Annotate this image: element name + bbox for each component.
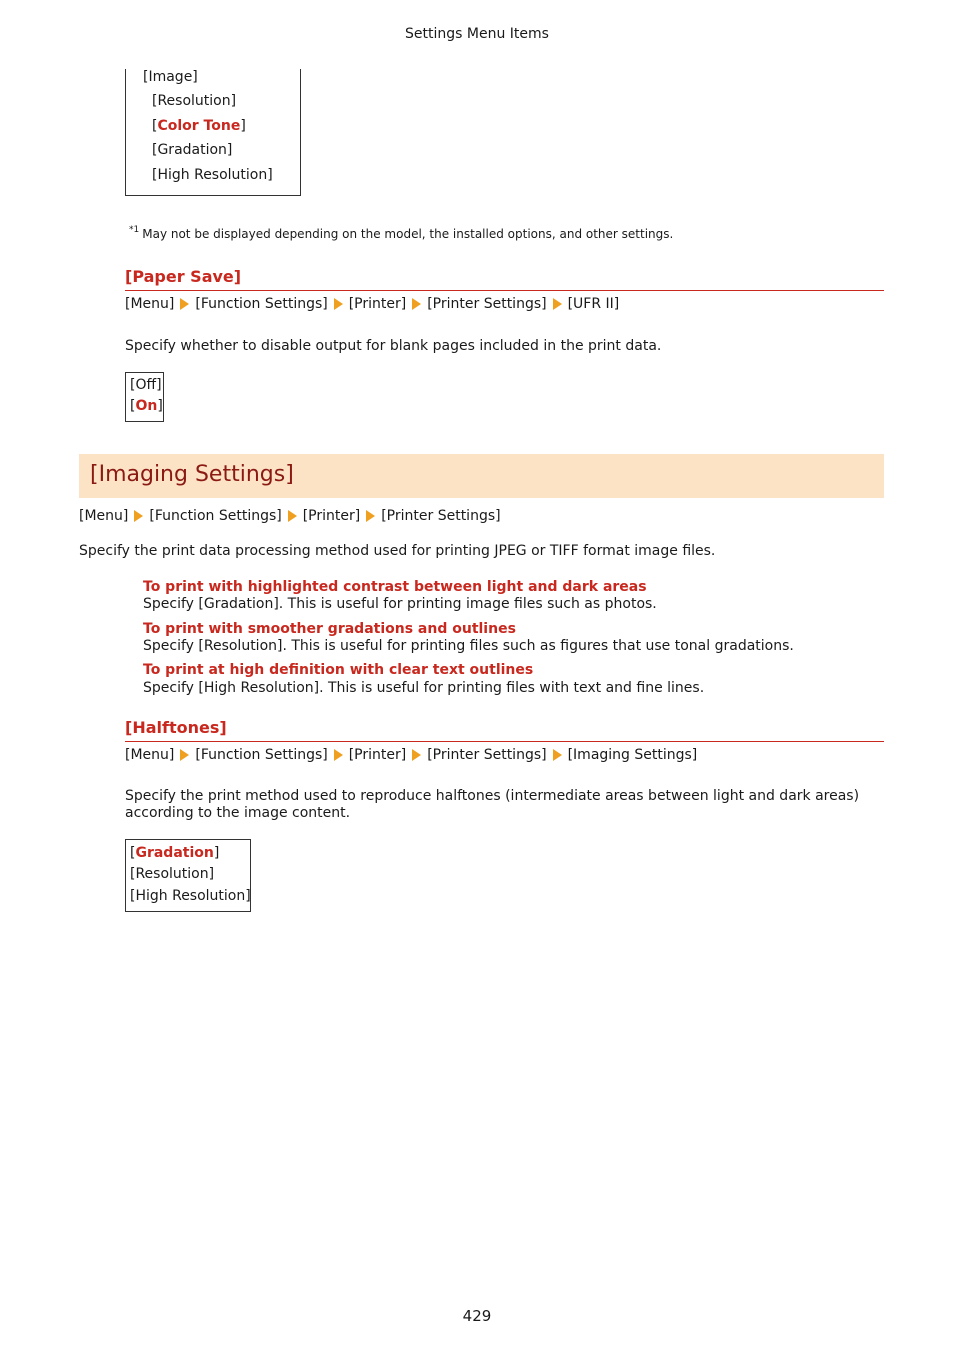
- crumb-arrow-icon: [180, 298, 189, 310]
- paper-save-heading: [Paper Save]: [125, 267, 242, 286]
- tree-item-resolution: [Resolution]: [152, 93, 237, 109]
- tree-item-high-resolution: [High Resolution]: [152, 167, 273, 183]
- tip-body: Specify [Gradation]. This is useful for printing image files such as photos.: [143, 596, 657, 612]
- paper-save-breadcrumb: [125, 296, 619, 312]
- crumb-ufr-ii: [UFR II]: [567, 296, 620, 312]
- tree-item-image: [Image]: [143, 69, 198, 85]
- option-gradation: [Gradation]: [130, 845, 220, 861]
- crumb-printer: [Printer]: [348, 296, 407, 312]
- halftones-description-line2: according to the image content.: [125, 805, 351, 821]
- tip-heading: To print with smoother gradations and outlines: [143, 621, 516, 637]
- footnote-text: May not be displayed depending on the model, the installed options, and other settings.: [142, 227, 674, 241]
- crumb-arrow-icon: [366, 510, 375, 522]
- paper-save-rule: [125, 290, 884, 291]
- paper-save-description: Specify whether to disable output for blank pages included in the print data.: [125, 338, 662, 354]
- paper-save-options-box: [125, 372, 164, 422]
- option-gradation-label: Gradation: [135, 845, 214, 861]
- halftones-rule: [125, 741, 884, 742]
- crumb-printer-settings: [Printer Settings]: [381, 508, 501, 524]
- imaging-settings-title: [Imaging Settings]: [90, 462, 294, 487]
- tip-body: Specify [High Resolution]. This is useful for printing files with text and fine lines.: [143, 680, 705, 696]
- crumb-arrow-icon: [180, 749, 189, 761]
- crumb-arrow-icon: [134, 510, 143, 522]
- crumb-menu: [Menu]: [125, 296, 175, 312]
- crumb-printer-settings: [Printer Settings]: [427, 747, 547, 763]
- crumb-arrow-icon: [553, 749, 562, 761]
- page-header: Settings Menu Items: [405, 26, 549, 42]
- option-on-label: On: [135, 398, 158, 414]
- halftones-breadcrumb: [125, 747, 697, 763]
- tip-heading: To print with highlighted contrast between light and dark areas: [143, 579, 647, 595]
- crumb-arrow-icon: [553, 298, 562, 310]
- crumb-menu: [Menu]: [79, 508, 129, 524]
- crumb-arrow-icon: [412, 749, 421, 761]
- footnote-mark: *1: [129, 225, 140, 235]
- option-on: [On]: [130, 398, 163, 414]
- imaging-description: Specify the print data processing method used for printing JPEG or TIFF format image files.: [79, 543, 716, 559]
- crumb-function-settings: [Function Settings]: [149, 508, 282, 524]
- crumb-printer: [Printer]: [302, 508, 361, 524]
- halftones-options-box: [125, 839, 251, 912]
- option-resolution: [Resolution]: [130, 866, 215, 882]
- footnote: [129, 227, 673, 241]
- imaging-breadcrumb: [79, 508, 501, 524]
- imaging-settings-banner: [79, 454, 884, 498]
- crumb-function-settings: [Function Settings]: [195, 747, 328, 763]
- halftones-description-line1: Specify the print method used to reproduce halftones (intermediate areas between light and dark areas): [125, 788, 860, 804]
- crumb-menu: [Menu]: [125, 747, 175, 763]
- tree-item-color-tone: [Color Tone]: [152, 118, 246, 134]
- tip-body: Specify [Resolution]. This is useful for printing files such as figures that use tonal gradations.: [143, 638, 794, 654]
- crumb-arrow-icon: [288, 510, 297, 522]
- tip-heading: To print at high definition with clear text outlines: [143, 662, 534, 678]
- crumb-imaging-settings: [Imaging Settings]: [567, 747, 698, 763]
- crumb-arrow-icon: [334, 298, 343, 310]
- crumb-printer: [Printer]: [348, 747, 407, 763]
- crumb-arrow-icon: [334, 749, 343, 761]
- crumb-function-settings: [Function Settings]: [195, 296, 328, 312]
- option-off: [Off]: [130, 377, 162, 393]
- option-high-resolution: [High Resolution]: [130, 888, 251, 904]
- crumb-printer-settings: [Printer Settings]: [427, 296, 547, 312]
- tree-item-gradation: [Gradation]: [152, 142, 233, 158]
- settings-tree-box: [125, 69, 301, 196]
- crumb-arrow-icon: [412, 298, 421, 310]
- tree-item-color-tone-label: Color Tone: [157, 118, 241, 134]
- page-number: 429: [462, 1307, 492, 1325]
- halftones-heading: [Halftones]: [125, 718, 227, 737]
